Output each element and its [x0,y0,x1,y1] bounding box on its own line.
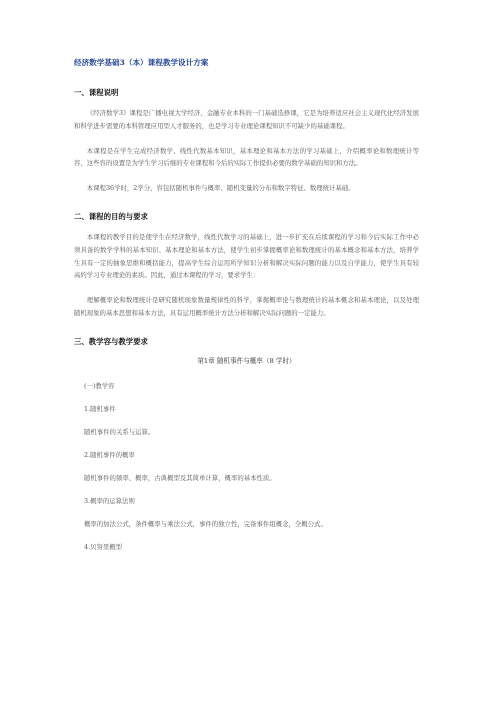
content-line: 1.随机事件 [84,404,116,413]
document-title: 经济数学基础3（本）课程教学设计方案 [74,58,209,67]
content-line: (一)教学容 [84,381,115,390]
paragraph: 本课程的教学目的是使学生在经济数学，线性代数学习的基础上，进一步扩充在后续课程的学习和今后实际工作中必须具备的数学学科的基本知识、基本理论和基本方法，使学生初步掌握概率论和数理统计的基本概念和基本方法，培养学生具有一定的抽象思维和概括能力，提高学生综合运用所学知识分析和解决实际问题的能力以及自学能力，使学生具有较高的学习专业理论的素质。因此，通过本课程的学习，要求学生： [74,232,419,280]
content-line: 2.随机事件的概率 [84,450,135,459]
chapter-title: 第1章 随机事件与概率（8 学时） [197,356,296,365]
content-line: 3.概率的运算法则 [84,496,135,505]
section-heading-course-description: 一、课程说明 [74,88,119,97]
content-line: 概率的加法公式，条件概率与乘法公式，事件的独立性，完备事件组概念，全概公式。 [84,519,327,528]
content-line: 随机事件的关系与运算。 [84,427,155,436]
section-heading-course-goals: 二、课程的目的与要求 [74,211,148,221]
section-heading-teaching-content: 三、教学容与教学要求 [74,336,148,346]
paragraph: 《经济数学3》课程是广播电视大学经济、金融专业本科的一门基础选修课，它是为培养适应社会主义现代化经济发展和科学进步需要的本科管理应用型人才服务的，也是学习专业理论课程知识不可缺少的基础课程。 [74,109,419,130]
paragraph: 本课程36学时，2学分，容包括随机事件与概率、随机变量的分布和数字特征、数理统计基础。 [86,184,355,193]
paragraph: 本课程是在学生完成经济数学、线性代数基本知识，基本理论和基本方法的学习基础上，介绍概率论和数理统计等容，这些容的设置是为学生学习后继的专业课程和今后的实际工作提供必要的数学基础的知识和方法。 [74,146,419,168]
content-line: 4.贝努里概型 [84,542,123,551]
paragraph: 理解概率论和数理统计是研究随机现象数量规律性的科学，掌握概率论与数理统计的基本概念和基本理论，以及处理随机现象的基本思想和基本方法，具有运用概率统计方法分析和解决实际问题的一定能力。 [74,296,419,317]
content-line: 随机事件的频率、概率，古典概型及其简单计算，概率的基本性质。 [84,473,276,482]
